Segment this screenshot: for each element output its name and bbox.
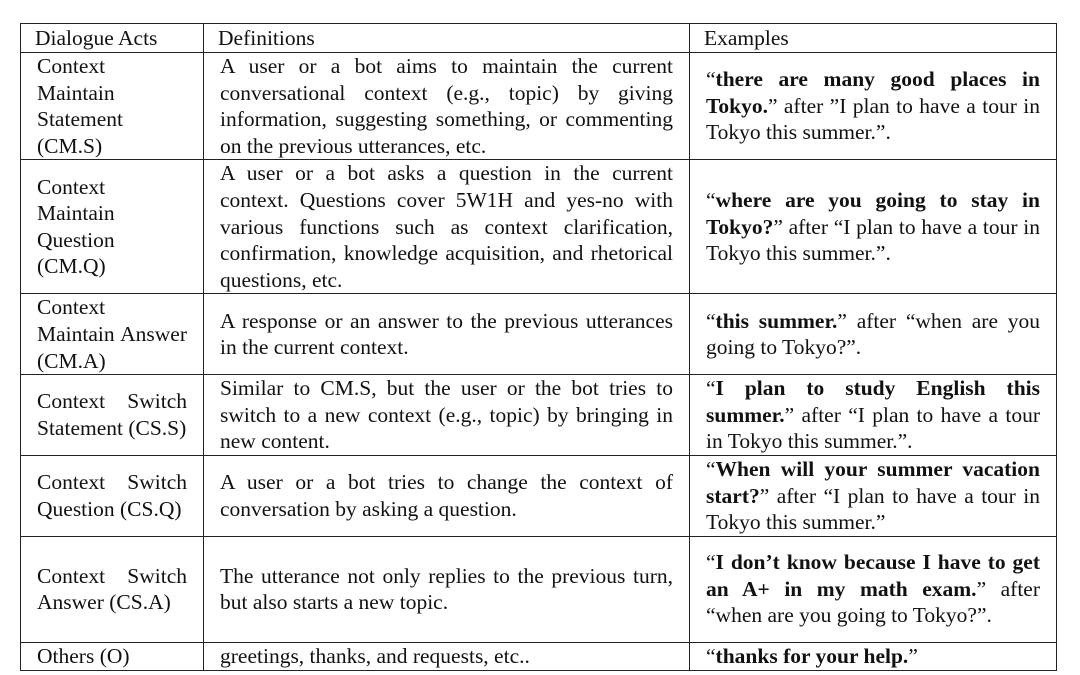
definition-cell: greetings, thanks, and requests, etc..	[204, 642, 690, 670]
example-context: ” after “I plan to have a tour in Tokyo this summer.”.	[706, 402, 1040, 454]
example-open-quote: “	[706, 308, 716, 333]
example-open-quote: “	[706, 187, 716, 212]
example-utterance: thanks for your help.	[715, 643, 909, 668]
example-utterance: this summer.	[715, 308, 838, 333]
header-definitions: Definitions	[204, 24, 690, 53]
example-cell	[690, 294, 1057, 375]
example-context: ” after “when are you going to Tokyo?”.	[706, 576, 1040, 628]
header-examples: Examples	[690, 24, 1057, 53]
example-context: ” after ”I plan to have a tour in Tokyo this summer.”.	[706, 93, 1040, 145]
table-row	[21, 160, 1057, 294]
table-row	[21, 53, 1057, 160]
example-open-quote: “	[706, 376, 716, 401]
example-open-quote: “	[706, 67, 716, 92]
example-cell	[690, 375, 1057, 456]
table-row	[21, 375, 1057, 456]
table-row	[21, 455, 1057, 536]
example-context: ” after “I plan to have a tour in Tokyo this summer.”.	[706, 214, 1040, 266]
act-cell: Context Maintain Question (CM.Q)	[21, 160, 204, 294]
example-utterance: When will your summer vacation start?	[706, 456, 1040, 508]
table-row	[21, 294, 1057, 375]
definition-cell: The utterance not only replies to the previous turn, but also starts a new topic.	[204, 536, 690, 642]
act-cell: Others (O)	[21, 642, 204, 670]
example-cell	[690, 642, 1057, 670]
example-cell	[690, 160, 1057, 294]
example-open-quote: “	[706, 643, 716, 668]
example-open-quote: “	[706, 550, 716, 575]
example-utterance: I plan to study English this summer.	[706, 376, 1040, 427]
example-cell	[690, 455, 1057, 536]
example-utterance: there are many good places in Tokyo.	[706, 67, 1040, 118]
example-open-quote: “	[706, 456, 716, 481]
table-row	[21, 536, 1057, 642]
example-cell	[690, 53, 1057, 160]
example-context: ”	[908, 643, 918, 668]
table-header-row	[21, 24, 1057, 53]
definition-cell: A response or an answer to the previous utterances in the current context.	[204, 294, 690, 375]
definition-cell: A user or a bot tries to change the context of conversation by asking a question.	[204, 455, 690, 536]
act-cell: Context Switch Answer (CS.A)	[21, 536, 204, 642]
act-cell: Context Maintain Statement (CM.S)	[21, 53, 204, 160]
example-context: ” after “when are you going to Tokyo?”.	[706, 308, 1040, 360]
example-context: ” after “I plan to have a tour in Tokyo this summer.”	[706, 483, 1040, 535]
dialogue-acts-table	[20, 23, 1057, 671]
example-utterance: where are you going to stay in Tokyo?	[706, 187, 1040, 239]
definition-cell: A user or a bot aims to maintain the current conversational context (e.g., topic) by giving information, suggesting something, or commenting on the previous utterances, etc.	[204, 53, 690, 160]
act-cell: Context Switch Statement (CS.S)	[21, 375, 204, 456]
table-row	[21, 642, 1057, 670]
example-utterance: I don’t know because I have to get an A+ in my math exam.	[706, 550, 1040, 601]
act-cell: Context Switch Question (CS.Q)	[21, 455, 204, 536]
header-dialogue-acts: Dialogue Acts	[21, 24, 204, 53]
definition-cell: Similar to CM.S, but the user or the bot tries to switch to a new context (e.g., topic) by bringing in new content.	[204, 375, 690, 456]
example-cell	[690, 536, 1057, 642]
definition-cell: A user or a bot asks a question in the current context. Questions cover 5W1H and yes-no with various functions such as context clarification, confirmation, knowledge acquisition, and rhetorical questions, etc.	[204, 160, 690, 294]
act-cell: Context Maintain Answer (CM.A)	[21, 294, 204, 375]
